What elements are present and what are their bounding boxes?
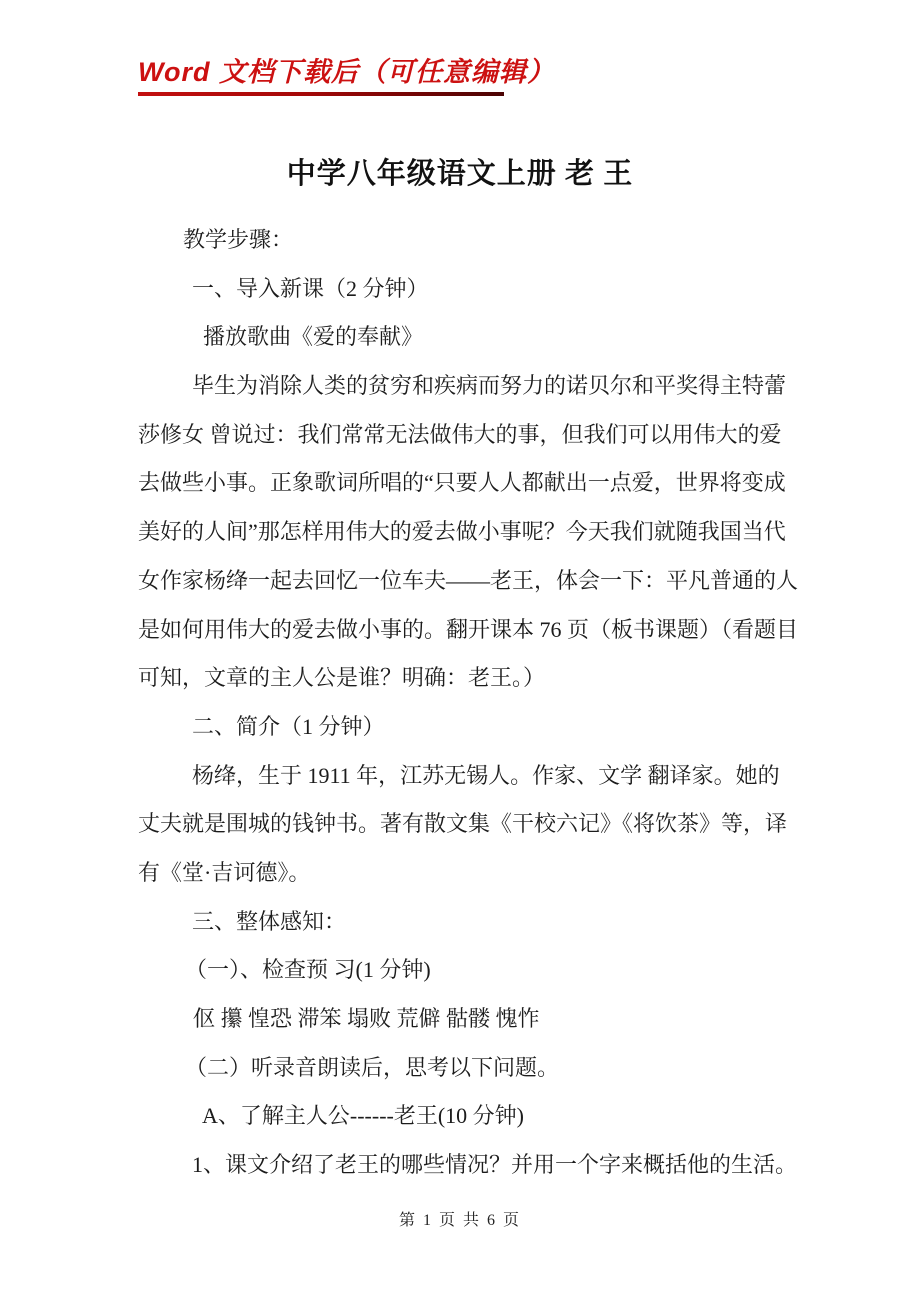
- doc-line: 三、整体感知：: [192, 908, 347, 934]
- doc-line: 二、简介（1 分钟）: [192, 713, 385, 739]
- watermark-underline: [138, 92, 504, 96]
- doc-line: 有《堂·吉诃德》。: [138, 859, 311, 885]
- doc-line: 是如何用伟大的爱去做小事的。翻开课本 76 页（板书课题）（看题目: [138, 616, 799, 642]
- doc-line: 去做些小事。正象歌词所唱的“只要人人都献出一点爱，世界将变成: [138, 470, 786, 496]
- doc-line: 莎修女 曾说过：我们常常无法做伟大的事，但我们可以用伟大的爱: [138, 421, 782, 447]
- document-title: 中学八年级语文上册 老 王: [286, 158, 634, 190]
- doc-line: 美好的人间”那怎样用伟大的爱去做小事呢？今天我们就随我国当代: [138, 519, 786, 545]
- doc-line: （一）、检查预 习(1 分钟): [185, 957, 431, 983]
- doc-line: A、了解主人公------老王(10 分钟): [202, 1103, 524, 1129]
- doc-line: 伛 攥 惶恐 滞笨 塌败 荒僻 骷髅 愧怍: [193, 1006, 540, 1031]
- doc-line: 播放歌曲《爱的奉献》: [203, 324, 424, 350]
- doc-line: 一、导入新课（2 分钟）: [192, 275, 429, 301]
- page-footer: 第 1 页 共 6 页: [398, 1212, 521, 1229]
- doc-line: 毕生为消除人类的贫穷和疾病而努力的诺贝尔和平奖得主特蕾: [192, 373, 787, 399]
- doc-line: 杨绛，生于 1911 年，江苏无锡人。作家、文学 翻译家。她的: [192, 762, 780, 788]
- doc-line: 女作家杨绛一起去回忆一位车夫——老王，体会一下：平凡普通的人: [138, 567, 799, 593]
- watermark-text: Word 文档下载后（可任意编辑）: [138, 57, 555, 87]
- doc-line: 1、课文介绍了老王的哪些情况？并用一个字来概括他的生活。: [192, 1152, 798, 1178]
- doc-line: 教学步骤：: [183, 227, 294, 252]
- doc-line: 丈夫就是围城的钱钟书。著有散文集《干校六记》《将饮茶》等，译: [138, 811, 788, 837]
- doc-line: 可知，文章的主人公是谁？明确：老王。）: [138, 665, 546, 691]
- doc-line: （二）听录音朗读后，思考以下问题。: [185, 1054, 560, 1080]
- document-body: [138, 216, 818, 1190]
